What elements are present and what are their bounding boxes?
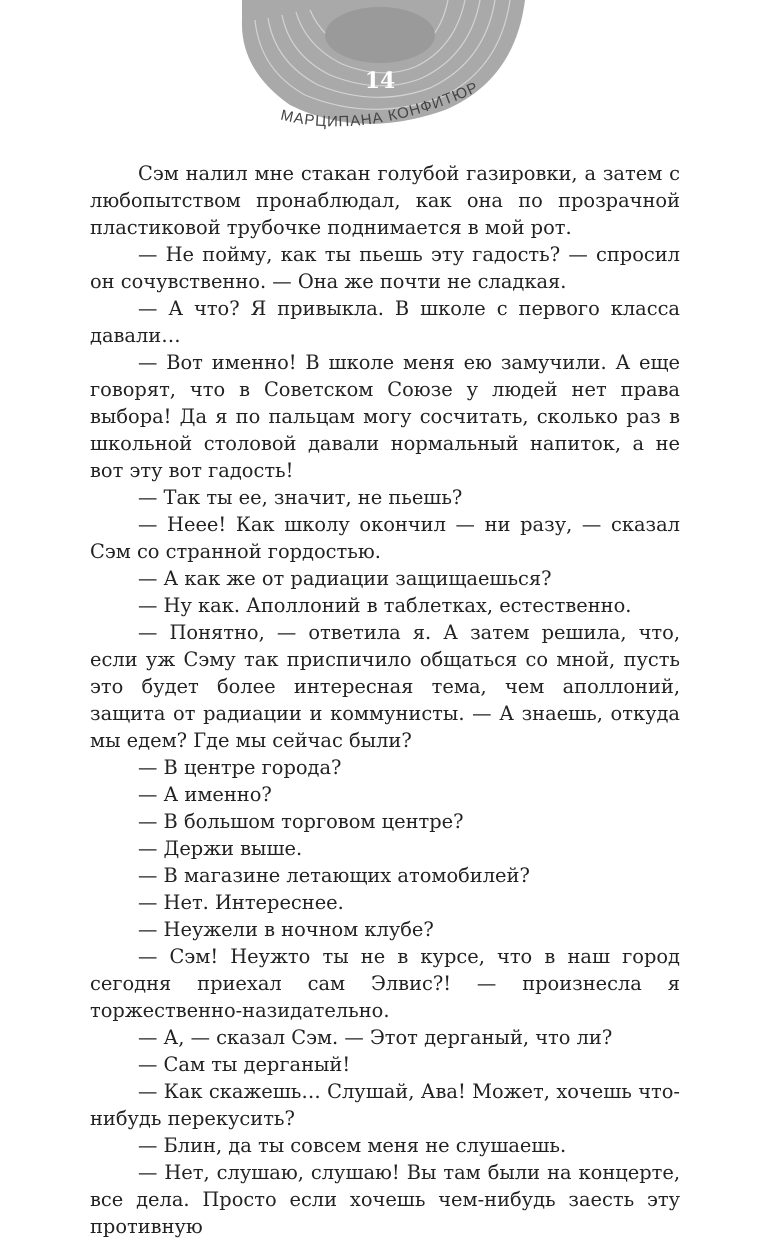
paragraph: — В центре города? [138,756,342,779]
paragraph: — А как же от радиации защищаешься? [138,567,552,590]
vinyl-record-icon [230,0,540,160]
paragraph: — Неужели в ночном клубе? [138,918,434,941]
paragraph: — В большом торговом центре? [138,810,464,833]
paragraph: — Так ты ее, значит, не пьешь? [138,486,463,509]
paragraph: — Понятно, — ответила я. А затем решила, что, если уж Сэму так приспичило общаться со мной, пусть это будет более интересная тема, чем аполлоний, защита от радиации и коммунисты. — А знаешь, откуда мы едем? Где мы сейчас были? [90,621,680,752]
paragraph: — Неее! Как школу окончил — ни разу, — сказал Сэм со странной гордостью. [90,513,680,563]
paragraph: — Нет, слушаю, слушаю! Вы там были на концерте, все дела. Просто если хочешь чем-нибудь заесть эту противную [90,1161,680,1238]
paragraph: — А, — сказал Сэм. — Этот дерганый, что ли? [138,1026,613,1049]
paragraph: — В магазине летающих атомобилей? [138,864,530,887]
vinyl-disc [242,0,525,124]
body-text [90,160,680,1240]
paragraph: — Сэм! Неужто ты не в курсе, что в наш город сегодня приехал сам Элвис?! — произнесла я торжественно-назидательно. [90,945,680,1022]
page-number: 14 [364,68,396,94]
paragraph: Сэм налил мне стакан голубой газировки, а затем с любопытством пронаблюдал, как она по прозрачной пластиковой трубочке поднимается в мой рот. [90,162,680,239]
paragraph: — Не пойму, как ты пьешь эту гадость? — спросил он сочувственно. — Она же почти не сладкая. [90,243,680,293]
paragraph: — Нет. Интереснее. [138,891,344,914]
paragraph: — А что? Я привыкла. В школе с первого класса давали… [90,297,680,347]
paragraph: — А именно? [138,783,272,806]
paragraph: — Сам ты дерганый! [138,1053,351,1076]
chapter-header [230,0,540,160]
paragraph: — Ну как. Аполлоний в таблетках, естественно. [138,594,632,617]
chapter-title: МАРЦИПАНА КОНФИТЮР [279,78,482,131]
paragraph: — Блин, да ты совсем меня не слушаешь. [138,1134,567,1157]
paragraph: — Как скажешь… Слушай, Ава! Может, хочешь что-нибудь перекусить? [90,1080,680,1130]
paragraph: — Держи выше. [138,837,303,860]
paragraph: — Вот именно! В школе меня ею замучили. А еще говорят, что в Советском Союзе у людей нет права выбора! Да я по пальцам могу сосчитать, сколько раз в школьной столовой давали нормальный напиток, а не вот эту вот гадость! [90,351,680,482]
